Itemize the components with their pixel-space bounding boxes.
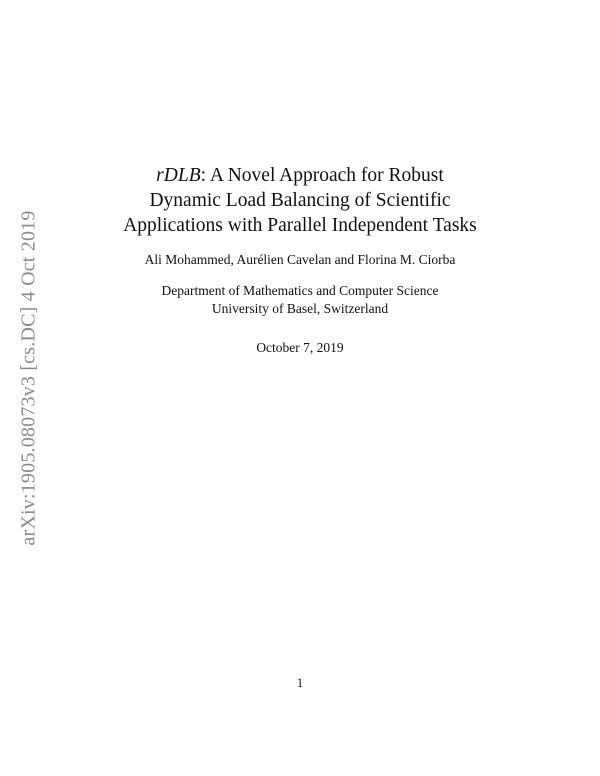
publication-date: October 7, 2019 — [256, 340, 344, 355]
arxiv-stamp-container — [12, 210, 46, 546]
paper-title — [80, 163, 520, 238]
page-number: 1 — [296, 676, 304, 690]
title-line-1 — [80, 163, 520, 188]
title-line-2: Dynamic Load Balancing of Scientific — [149, 190, 451, 211]
affiliation-department: Department of Mathematics and Computer Science — [161, 283, 439, 298]
affiliation-university: University of Basel, Switzerland — [211, 301, 389, 316]
title-method-name: rDLB — [156, 165, 201, 186]
title-line-3: Applications with Parallel Independent Tasks — [123, 215, 477, 236]
arxiv-stamp: arXiv:1905.08073v3 [cs.DC] 4 Oct 2019 — [17, 210, 40, 546]
title-line-1-rest: : A Novel Approach for Robust — [200, 165, 444, 186]
affiliation — [60, 282, 540, 318]
author-list: Ali Mohammed, Aurélien Cavelan and Florina M. Ciorba — [144, 252, 456, 267]
